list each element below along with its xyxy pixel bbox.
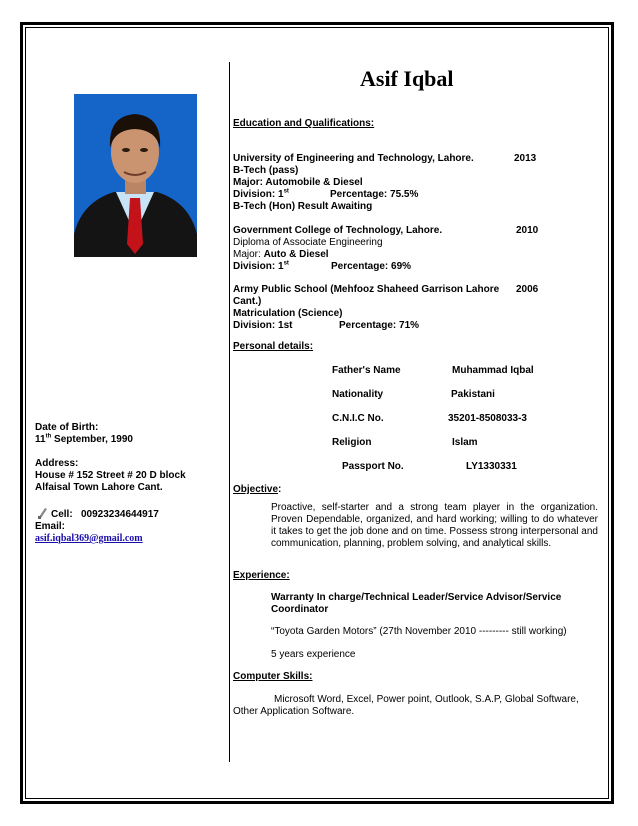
personal-row-label: Religion	[332, 437, 372, 448]
personal-row-label: Nationality	[332, 389, 384, 400]
edu2-division: Division: 1st	[233, 260, 289, 272]
computer-skills-text: Microsoft Word, Excel, Power point, Outlook, S.A.P, Global Software, Other Application Software.	[233, 694, 579, 717]
cell-value: 00923234644917	[81, 509, 159, 520]
dob-label: Date of Birth:	[35, 422, 99, 433]
edu2-percentage: Percentage: 69%	[331, 261, 412, 272]
address-line-1: House # 152 Street # 20 D block	[35, 470, 186, 481]
personal-row-label: Father's Name	[332, 365, 401, 376]
address-label: Address:	[35, 458, 79, 469]
edu3-institution-cont: Cant.)	[233, 296, 262, 307]
edu1-major: Major: Automobile & Diesel	[233, 177, 363, 188]
candidate-name: Asif Iqbal	[360, 66, 454, 91]
education-heading: Education and Qualifications:	[233, 118, 375, 129]
address-line-2: Alfaisal Town Lahore Cant.	[35, 482, 163, 493]
edu3-division: Division: 1st	[233, 320, 293, 331]
objective-heading: Objective:	[233, 484, 282, 495]
experience-years: 5 years experience	[271, 649, 356, 660]
personal-row-value: Islam	[452, 437, 478, 448]
dob-value: 11th September, 1990	[35, 433, 133, 445]
personal-row-value: Muhammad Iqbal	[452, 365, 534, 376]
personal-heading: Personal details:	[233, 341, 314, 352]
edu2-year: 2010	[516, 225, 539, 236]
personal-row-value: LY1330331	[466, 461, 517, 472]
edu1-year: 2013	[514, 153, 537, 164]
email-link[interactable]: asif.iqbal369@gmail.com	[35, 533, 143, 544]
edu3-degree: Matriculation (Science)	[233, 308, 343, 319]
personal-row-label: Passport No.	[342, 461, 404, 472]
edu1-result: B-Tech (Hon) Result Awaiting	[233, 201, 373, 212]
column-divider	[229, 62, 230, 762]
edu3-year: 2006	[516, 284, 539, 295]
edu1-percentage: Percentage: 75.5%	[330, 189, 419, 200]
experience-company: “Toyota Garden Motors” (27th November 2010 --------- still working)	[271, 626, 567, 637]
personal-row-label: C.N.I.C No.	[332, 413, 384, 424]
experience-title: Warranty In charge/Technical Leader/Service Advisor/Service Coordinator	[271, 592, 562, 615]
cell-label: Cell:	[51, 509, 73, 520]
edu2-institution: Government College of Technology, Lahore.	[233, 225, 443, 236]
experience-heading: Experience:	[233, 570, 290, 581]
computer-skills-heading: Computer Skills:	[233, 671, 313, 682]
edu1-institution: University of Engineering and Technology, Lahore.	[233, 153, 474, 164]
personal-row-value: 35201-8508033-3	[448, 413, 527, 424]
edu3-institution: Army Public School (Mehfooz Shaheed Garrison Lahore	[233, 284, 500, 295]
profile-photo	[74, 94, 197, 257]
edu3-percentage: Percentage: 71%	[339, 320, 420, 331]
edu2-major: Major: Auto & Diesel	[233, 249, 329, 260]
edu1-division: Division: 1st	[233, 188, 289, 200]
edu1-degree: B-Tech (pass)	[233, 165, 299, 176]
edu2-degree: Diploma of Associate Engineering	[233, 237, 383, 248]
email-label: Email:	[35, 521, 66, 532]
objective-text: Proactive, self-starter and a strong team player in the organization. Proven Dependable, organized, and hard working; willing to do whatever it takes to get the job done and on time. Possess strong interpersonal and communication, planning, problem solving, and analytical skills.	[271, 502, 598, 549]
personal-row-value: Pakistani	[451, 389, 495, 400]
